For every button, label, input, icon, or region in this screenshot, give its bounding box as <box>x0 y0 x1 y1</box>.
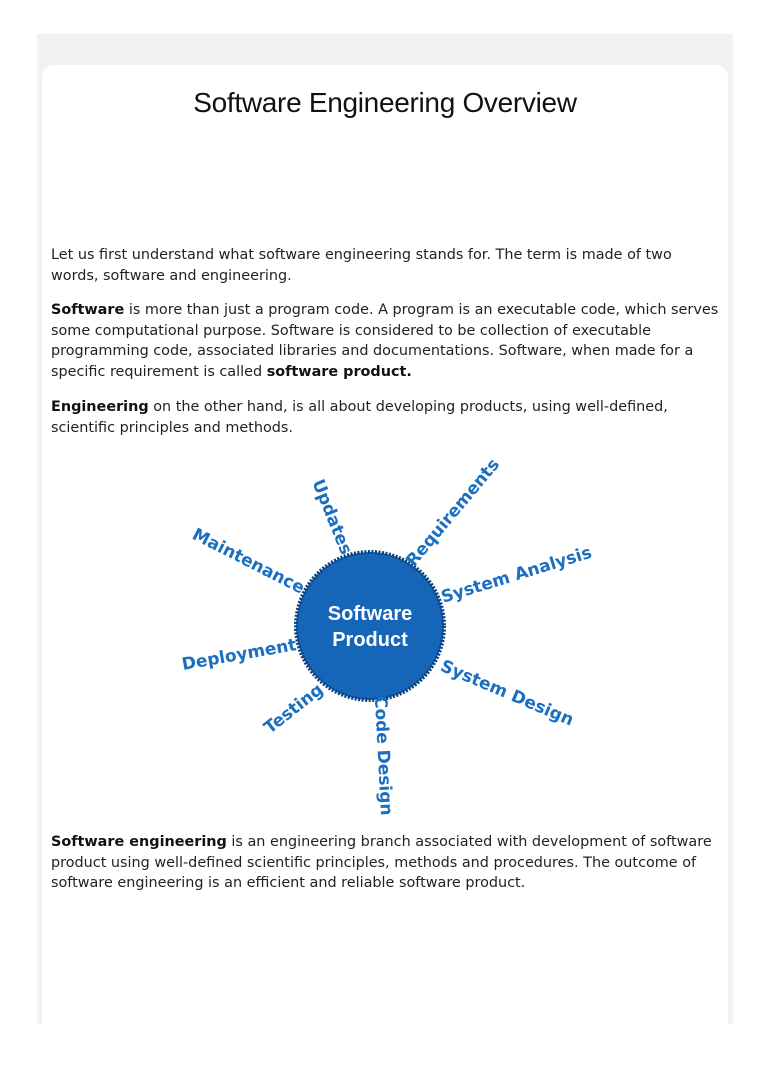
label-system-analysis: System Analysis <box>438 542 595 608</box>
software-text: is more than just a program code. A program is an executable code, which serves some computational purpose. Software is considered to be collection of executable programming code, associated libraries and documentations. Software, when made for a specific requirement is called <box>51 302 719 380</box>
software-engineering-term: Software engineering <box>51 834 227 850</box>
label-updates: Updates <box>307 476 356 558</box>
software-paragraph <box>51 300 721 382</box>
label-code-design: Code Design <box>369 695 397 816</box>
label-system-design: System Design <box>437 656 577 731</box>
center-circle <box>296 552 444 700</box>
engineering-text: on the other hand, is all about developing products, using well-defined, scientific principles and methods. <box>51 399 668 436</box>
software-product-term: software product. <box>266 363 412 380</box>
label-testing: Testing <box>260 679 328 739</box>
engineering-paragraph <box>51 397 721 438</box>
intro-text: Let us first understand what software engineering stands for. The term is made of two words, software and engineering. <box>51 247 672 284</box>
engineering-term: Engineering <box>51 399 149 415</box>
software-engineering-paragraph <box>51 832 721 894</box>
intro-paragraph <box>51 245 721 286</box>
label-requirements: Requirements <box>402 454 504 571</box>
center-label-line1: Software <box>327 603 413 625</box>
label-deployment: Deployment <box>180 635 298 675</box>
software-term: Software <box>51 302 125 318</box>
label-maintenance: Maintenance <box>188 524 308 599</box>
center-label-line2: Product <box>332 629 408 651</box>
software-product-diagram <box>170 450 600 822</box>
page-title: Software Engineering Overview <box>193 87 577 118</box>
software-engineering-text: is an engineering branch associated with development of software product using well-defined scientific principles, methods and procedures. The outcome of software engineering is an efficient and reliable software product. <box>51 834 712 891</box>
